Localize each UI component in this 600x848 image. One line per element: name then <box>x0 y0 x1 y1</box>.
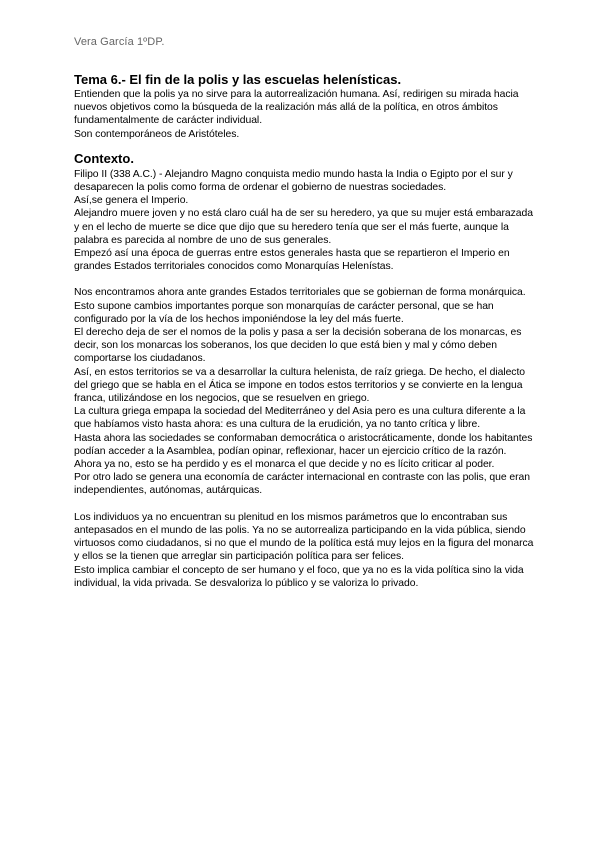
paragraph-gap <box>74 498 534 511</box>
document-body <box>74 72 534 590</box>
monarchy-paragraph: Hasta ahora las sociedades se conformaban democrática o aristocráticamente, donde los habitantes podían acceder a la Asamblea, podían opinar, reflexionar, hacer un ejercicio crítico de la razón. Ahora ya no, esto se ha perdido y es el monarca el que decide y no es lícito criticar al poder. <box>74 432 533 471</box>
intro-paragraph: Son contemporáneos de Aristóteles. <box>74 128 240 140</box>
context-paragraph: Empezó así una época de guerras entre estos generales hasta que se repartieron el Imperio en grandes Estados territoriales conocidos como Monarquías Helenístas. <box>74 248 510 273</box>
individual-paragraph: Los individuos ya no encuentran su plenitud en los mismos parámetros que lo encontraban sus antepasados en el mundo de las polis. Ya no se autorrealiza participando en la vida pública, siendo virtuosos como ciudadanos, si no que el mundo de la política está muy lejos en la figura del monarca y ellos se la tienen que arreglar sin participación política para ser felices. <box>74 511 534 563</box>
document-title: Tema 6.- El fin de la polis y las escuelas helenísticas. <box>74 72 402 87</box>
context-paragraph: Alejandro muere joven y no está claro cuál ha de ser su heredero, ya que su mujer está embarazada y en el lecho de muerte se dice que dijo que su heredero tenía que ser el más fuerte, aunque la palabra es parecida al nombre de uno de sus generales. <box>74 208 533 246</box>
monarchy-paragraph: Nos encontramos ahora ante grandes Estados territoriales que se gobiernan de forma monárquica. Esto supone cambios importantes porque son monarquías de carácter personal, que se han configurado por la vía de los hechos imponiéndose la ley del más fuerte. <box>74 287 526 325</box>
monarchy-paragraph: La cultura griega empapa la sociedad del Mediterráneo y del Asia pero es una cultura diferente a la que habíamos visto hasta ahora: es una cultura de la erudición, ya no tanto crítica y libre. <box>74 406 526 431</box>
page-header-author: Vera García 1ºDP. <box>74 36 165 48</box>
context-paragraph: Filipo II (338 A.C.) - Alejandro Magno conquista medio mundo hasta la India o Egipto por el sur y desaparecen la polis como forma de ordenar el gobierno de nuestras sociedades. <box>74 168 513 194</box>
paragraph-gap <box>74 273 534 286</box>
intro-paragraph: Entienden que la polis ya no sirve para la autorrealización humana. Así, redirigen su mirada hacia nuevos objetivos como la búsqueda de la realización más allá de la política, en otros ámbitos fundamentalmente de carácter individual. <box>74 89 519 127</box>
monarchy-paragraph: Así, en estos territorios se va a desarrollar la cultura helenista, de raíz griega. De hecho, el dialecto del griego que se habla en el Ática se impone en todos estos territorios y se convierte en la lengua franca, utilizándose en los negocios, que se resuelven en griego. <box>74 366 526 405</box>
monarchy-paragraph: El derecho deja de ser el nomos de la polis y pasa a ser la decisión soberana de los monarcas, es decir, son los monarcas los soberanos, los que deciden lo que está bien y mal y cómo deben comportarse los ciudadanos. <box>74 327 522 365</box>
monarchy-paragraph: Por otro lado se genera una economía de carácter internacional en contraste con las polis, que eran independientes, autónomas, autárquicas. <box>74 472 530 497</box>
section-heading-contexto: Contexto. <box>74 150 134 166</box>
context-paragraph: Así,se genera el Imperio. <box>74 195 189 207</box>
individual-paragraph: Esto implica cambiar el concepto de ser humano y el foco, que ya no es la vida política sino la vida individual, la vida privada. Se desvaloriza lo público y se valoriza lo privado. <box>74 564 524 589</box>
